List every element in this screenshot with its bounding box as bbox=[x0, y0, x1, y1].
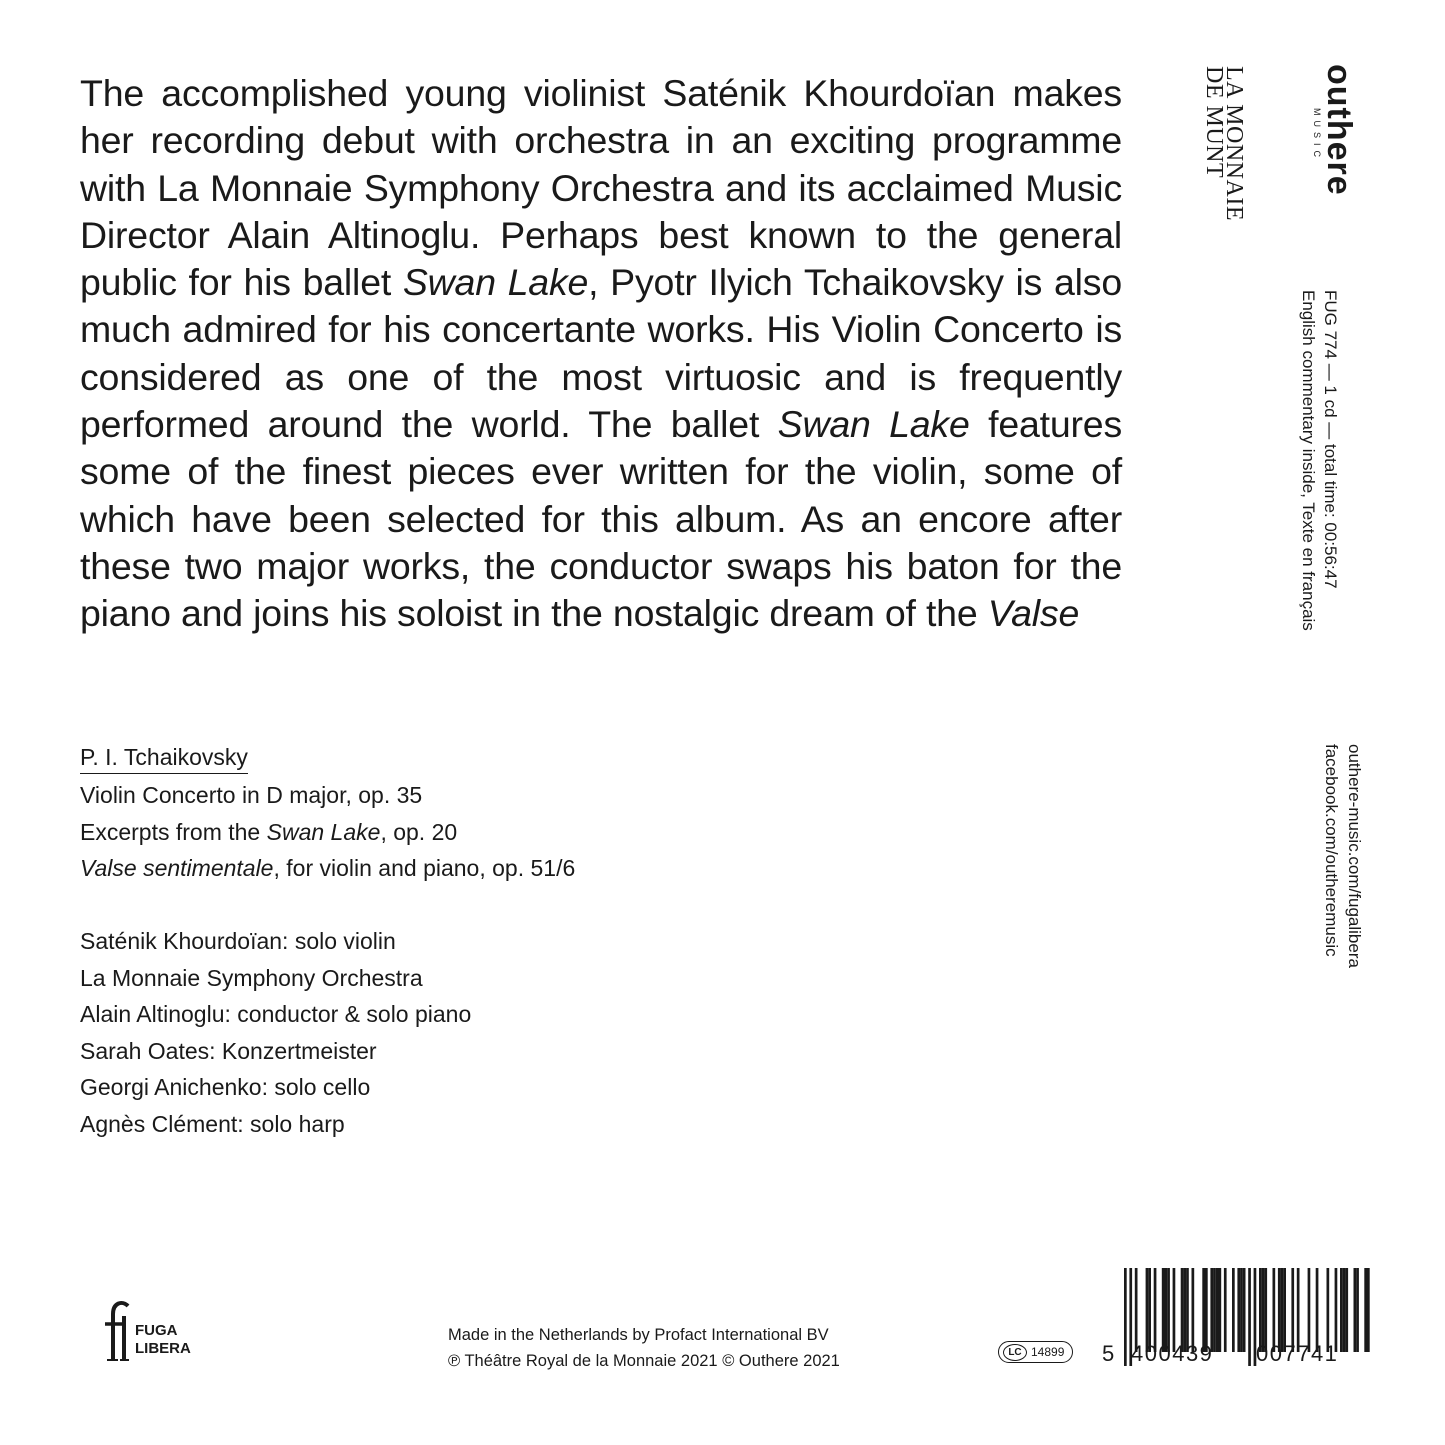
barcode-bar bbox=[1167, 1268, 1170, 1352]
intro-italic-title: Swan Lake bbox=[777, 403, 970, 446]
barcode-bar bbox=[1264, 1268, 1267, 1352]
barcode-bar bbox=[1183, 1268, 1186, 1352]
work-item bbox=[80, 777, 575, 814]
intro-text-segment: features some of the finest pieces ever written for the violin, some of which have been selected for this album. As an encore after these two major works, the conductor swaps his baton for the piano and joins his soloist in the nostalgic dream of the bbox=[80, 403, 1123, 635]
outhere-logo bbox=[1312, 64, 1356, 196]
work-text: , op. 20 bbox=[380, 818, 458, 845]
barcode-bar bbox=[1273, 1268, 1276, 1352]
outhere-music-label: MUSIC bbox=[1312, 108, 1322, 162]
barcode-bar bbox=[1343, 1268, 1346, 1352]
barcode-bar bbox=[1316, 1268, 1319, 1352]
barcode-bar bbox=[1165, 1268, 1168, 1352]
performer-item: Sarah Oates: Konzertmeister bbox=[80, 1037, 377, 1064]
barcode-bar bbox=[1213, 1268, 1216, 1352]
la-monnaie-logo bbox=[1201, 66, 1247, 221]
performer-item: La Monnaie Symphony Orchestra bbox=[80, 964, 423, 991]
label-code-number: 14899 bbox=[1031, 1345, 1065, 1359]
intro-text-segment: The accomplished young violinist Saténik Khourdoïan makes her recording debut with orchestra in an exciting programme with La Monnaie Symphony Orchestra and its acclaimed Music Director Alain Altinoglu. Perhaps best known to the general public for his ballet bbox=[80, 72, 1122, 304]
barcode-bar bbox=[1146, 1268, 1149, 1352]
intro-italic-title: Swan Lake bbox=[402, 261, 589, 304]
fuga-line2: LIBERA bbox=[135, 1340, 191, 1357]
barcode-bar bbox=[1173, 1268, 1176, 1352]
barcode-bar bbox=[1367, 1268, 1370, 1352]
barcode-bar bbox=[1262, 1268, 1265, 1352]
intro-text-segment: , Pyotr Ilyich Tchaikovsky is also much admired for his concertante works. His Violin Concerto is considered as one of the most virtuosic and is frequently performed around the world. The ballet bbox=[80, 261, 1122, 446]
barcode-bar bbox=[1335, 1268, 1338, 1352]
label-code-badge bbox=[998, 1341, 1073, 1363]
label-code-mark: LC bbox=[1003, 1344, 1027, 1361]
barcode-bar bbox=[1248, 1268, 1251, 1366]
made-in-text: Made in the Netherlands by Profact International BV bbox=[448, 1326, 829, 1344]
barcode-bar bbox=[1192, 1268, 1195, 1352]
barcode-bar bbox=[1291, 1268, 1294, 1352]
barcode-first-digit: 5 bbox=[1102, 1341, 1115, 1366]
barcode-bar bbox=[1297, 1268, 1300, 1352]
barcode-bar bbox=[1205, 1268, 1208, 1352]
barcode-bar bbox=[1219, 1268, 1222, 1352]
work-text: , for violin and piano, op. 51/6 bbox=[273, 855, 576, 881]
work-title-italic: Swan Lake bbox=[266, 818, 381, 845]
barcode-bar bbox=[1243, 1268, 1246, 1352]
barcode-left-digits: 400439 bbox=[1131, 1341, 1214, 1366]
barcode-bar bbox=[1327, 1268, 1330, 1352]
performers-list bbox=[80, 923, 471, 1142]
barcode-bar bbox=[1135, 1268, 1138, 1352]
fuga-libera-text bbox=[135, 1322, 191, 1358]
barcode-bar bbox=[1202, 1268, 1205, 1352]
barcode-bar bbox=[1124, 1268, 1127, 1366]
catalog-info: FUG 774 — 1 cd — total time: 00:56:47 bbox=[1321, 290, 1340, 589]
la-monnaie-line2: DE MUNT bbox=[1201, 66, 1227, 179]
facebook-link[interactable]: facebook.com/outheremusic bbox=[1322, 744, 1341, 957]
barcode-right-digits: 007741 bbox=[1256, 1341, 1339, 1366]
performer-item: Agnès Clément: solo harp bbox=[80, 1110, 345, 1137]
performer-item: Georgi Anichenko: solo cello bbox=[80, 1074, 371, 1100]
barcode-bar bbox=[1308, 1268, 1311, 1352]
barcode-bar bbox=[1181, 1268, 1184, 1352]
work-item bbox=[80, 814, 575, 851]
outhere-wordmark: outhere bbox=[1320, 64, 1358, 196]
barcode-bar bbox=[1240, 1268, 1243, 1352]
barcode-bar bbox=[1162, 1268, 1165, 1352]
work-item bbox=[80, 850, 575, 887]
barcode-bar bbox=[1237, 1268, 1240, 1352]
website-link[interactable]: outhere-music.com/fugalibera bbox=[1345, 744, 1364, 968]
barcode-bar bbox=[1186, 1268, 1189, 1352]
la-monnaie-line1: LA MONNAIE bbox=[1221, 66, 1247, 221]
performer-item: Alain Altinoglu: conductor & solo piano bbox=[80, 1001, 472, 1027]
barcode-bar bbox=[1354, 1268, 1357, 1352]
barcode-bar bbox=[1340, 1268, 1343, 1352]
performer-item: Saténik Khourdoïan: solo violin bbox=[80, 928, 396, 954]
barcode-bar bbox=[1148, 1268, 1151, 1352]
fuga-line1: FUGA bbox=[135, 1322, 178, 1339]
barcode-bar bbox=[1283, 1268, 1286, 1352]
barcode-bar bbox=[1154, 1268, 1157, 1352]
work-title-italic: Valse sentimentale bbox=[80, 855, 274, 881]
intro-italic-title: Valse bbox=[987, 592, 1080, 635]
intro-paragraph bbox=[80, 70, 1122, 638]
work-text: Excerpts from the bbox=[80, 818, 267, 845]
work-text: Violin Concerto in D major, op. 35 bbox=[80, 782, 423, 808]
barcode-bar bbox=[1232, 1268, 1235, 1352]
barcode-bar bbox=[1216, 1268, 1219, 1352]
barcode-bar bbox=[1345, 1268, 1348, 1352]
barcode-bar bbox=[1259, 1268, 1262, 1352]
barcode-bar bbox=[1281, 1268, 1284, 1352]
barcode-bar bbox=[1356, 1268, 1359, 1352]
composer-name: P. I. Tchaikovsky bbox=[80, 742, 248, 774]
copyright-text: ℗ Théâtre Royal de la Monnaie 2021 © Outhere 2021 bbox=[448, 1352, 840, 1370]
barcode-bar bbox=[1278, 1268, 1281, 1352]
works-list bbox=[80, 777, 575, 887]
barcode-bar bbox=[1210, 1268, 1213, 1352]
language-info: English commentary inside, Texte en français bbox=[1299, 290, 1318, 631]
legal-text bbox=[448, 1322, 840, 1374]
barcode-bar bbox=[1364, 1268, 1367, 1352]
barcode-bar bbox=[1224, 1268, 1227, 1352]
fuga-libera-icon bbox=[104, 1300, 134, 1362]
